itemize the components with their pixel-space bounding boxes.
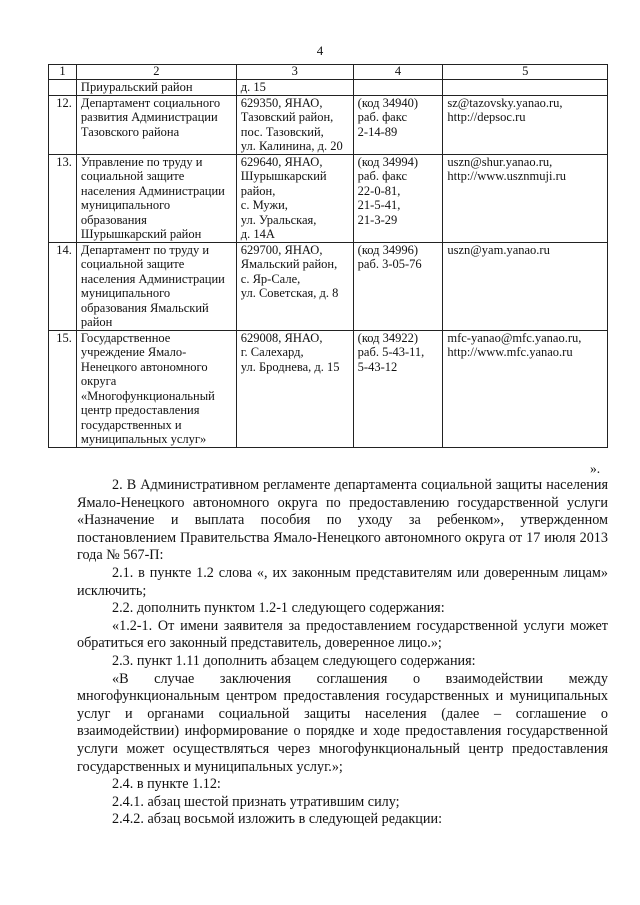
paragraph: «1.2-1. От имени заявителя за предоставлением государственной услуги может обратиться его законный представитель, доверенное лицо.»; — [77, 617, 608, 652]
institution-name-cell — [76, 80, 236, 96]
address-cell — [236, 242, 353, 330]
cell-text-line: Ямальский район, — [240, 257, 338, 271]
cell-text-line: http://www.mfc.yanao.ru — [447, 345, 573, 359]
cell-text-line: населения Администрации — [80, 271, 225, 286]
cell-text-line: 21-3-29 — [357, 212, 398, 227]
cell-text-line: Департамент по труду и — [80, 242, 210, 257]
contacts-cell — [443, 154, 608, 242]
institution-name-cell — [76, 95, 236, 154]
page-number: 4 — [316, 43, 324, 58]
cell-text-line: Государственное — [80, 330, 171, 345]
cell-text-line: центр предоставления — [80, 403, 200, 417]
address-cell — [236, 330, 353, 447]
cell-text-line: раб. факс — [357, 110, 408, 124]
cell-text-line: муниципального — [80, 286, 171, 300]
address-cell — [236, 95, 353, 154]
phone-cell — [353, 80, 443, 96]
paragraph: 2.4.1. абзац шестой признать утратившим силу; — [112, 793, 400, 810]
closing-quote: ». — [590, 461, 601, 476]
cell-text-line: (код 34994) — [357, 154, 419, 169]
cell-text-line: Шурышкарский район — [80, 227, 202, 241]
cell-text-line: Приуральский район — [80, 80, 193, 94]
table-row — [49, 330, 608, 447]
cell-text-line: раб. 3-05-76 — [357, 257, 422, 271]
cell-text-line: Ненецкого автономного — [80, 359, 208, 374]
cell-text-line: раб. факс — [357, 169, 408, 183]
column-header: 1 — [49, 65, 77, 80]
row-number-cell: 13. — [49, 154, 77, 242]
row-number-cell — [49, 80, 77, 96]
phone-cell — [353, 95, 443, 154]
cell-text-line: д. 14А — [240, 227, 275, 241]
cell-text-line: Шурышкарский — [240, 169, 327, 183]
cell-text-line: населения Администрации — [80, 183, 225, 198]
cell-text-line: Управление по труду и — [80, 154, 203, 169]
cell-text-line: с. Мужи, — [240, 198, 288, 212]
cell-text-line: 629350, ЯНАО, — [240, 95, 323, 110]
cell-text-line: раб. 5-43-11, — [357, 345, 425, 359]
table-row — [49, 80, 608, 96]
cell-text-line: учреждение Ямало- — [80, 345, 187, 359]
row-number-cell: 14. — [49, 242, 77, 330]
cell-text-line: ул. Уральская, — [240, 212, 317, 227]
table-body — [49, 80, 608, 448]
paragraph: «В случае заключения соглашения о взаимодействии между многофункциональным центром предоставления государственных и муниципальных услуг и органами социальной защиты населения (далее – соглашение о взаимодействии) информирование о порядке и ходе предоставления государственной услуги может осуществляться через многофункциональный центр предоставления государственных и муниципальных услуг.»; — [77, 670, 608, 775]
cell-text-line: http://www.usznmuji.ru — [447, 169, 567, 183]
cell-text-line: mfc-yanao@mfc.yanao.ru, — [447, 330, 582, 345]
column-header: 2 — [76, 65, 236, 80]
cell-text-line: 629700, ЯНАО, — [240, 242, 323, 257]
table-row — [49, 242, 608, 330]
document-body — [77, 477, 608, 829]
table-row — [49, 95, 608, 154]
cell-text-line: 2-14-89 — [357, 124, 398, 139]
row-number-cell: 12. — [49, 95, 77, 154]
table-header-row — [49, 65, 608, 80]
cell-text-line: sz@tazovsky.yanao.ru, — [447, 95, 563, 110]
paragraph: 2.4. в пункте 1.12: — [112, 776, 221, 793]
column-header: 3 — [236, 65, 353, 80]
contacts-cell — [443, 95, 608, 154]
cell-text-line: 21-5-41, — [357, 198, 401, 212]
address-cell — [236, 80, 353, 96]
cell-text-line: муниципального — [80, 198, 171, 212]
cell-text-line: пос. Тазовский, — [240, 124, 324, 139]
cell-text-line: Тазовского района — [80, 124, 180, 139]
phone-cell — [353, 154, 443, 242]
cell-text-line: район, — [240, 183, 276, 198]
cell-text-line: (код 34940) — [357, 95, 419, 110]
cell-text-line: Тазовский район, — [240, 110, 334, 124]
contacts-cell — [443, 330, 608, 447]
cell-text-line: муниципальных услуг» — [80, 432, 207, 446]
contacts-table — [48, 64, 608, 448]
cell-text-line: социальной защите — [80, 169, 185, 183]
address-cell — [236, 154, 353, 242]
cell-text-line: с. Яр-Сале, — [240, 271, 301, 286]
phone-cell — [353, 242, 443, 330]
phone-cell — [353, 330, 443, 447]
cell-text-line: д. 15 — [240, 80, 266, 94]
contacts-cell — [443, 242, 608, 330]
table-row — [49, 154, 608, 242]
cell-text-line: uszn@shur.yanao.ru, — [447, 154, 553, 169]
paragraph: 2.3. пункт 1.11 дополнить абзацем следующего содержания: — [112, 652, 476, 669]
paragraph: 2.4.2. абзац восьмой изложить в следующей редакции: — [112, 811, 443, 828]
institution-name-cell — [76, 242, 236, 330]
cell-text-line: ул. Советская, д. 8 — [240, 286, 339, 300]
cell-text-line: 629640, ЯНАО, — [240, 154, 323, 169]
cell-text-line: uszn@yam.yanao.ru — [447, 242, 550, 257]
cell-text-line: образования — [80, 212, 147, 227]
institution-name-cell — [76, 154, 236, 242]
paragraph: 2.1. в пункте 1.2 слова «, их законным представителям или доверенным лицам» исключить; — [77, 564, 608, 599]
paragraph: 2.2. дополнить пунктом 1.2-1 следующего содержания: — [112, 600, 445, 617]
cell-text-line: http://depsoc.ru — [447, 110, 526, 124]
cell-text-line: государственных и — [80, 417, 182, 432]
column-header: 5 — [443, 65, 608, 80]
cell-text-line: район — [80, 315, 113, 329]
institution-name-cell — [76, 330, 236, 447]
cell-text-line: образования Ямальский — [80, 300, 209, 315]
cell-text-line: (код 34996) — [357, 242, 419, 257]
cell-text-line: развития Администрации — [80, 110, 218, 124]
contacts-cell — [443, 80, 608, 96]
cell-text-line: 629008, ЯНАО, — [240, 330, 323, 345]
cell-text-line: 5-43-12 — [357, 359, 398, 374]
paragraph: 2. В Административном регламенте департамента социальной защиты населения Ямало-Ненецкого автономного округа по предоставлению государственной услуги «Назначение и выплата пособия по уходу за ребенком», утвержденном постановлением Правительства Ямало-Ненецкого автономного округа от 17 июля 2013 года № 567-П: — [77, 477, 608, 564]
cell-text-line: г. Салехард, — [240, 345, 304, 359]
cell-text-line: округа — [80, 374, 117, 388]
cell-text-line: ул. Броднева, д. 15 — [240, 359, 340, 374]
cell-text-line: ул. Калинина, д. 20 — [240, 139, 343, 153]
cell-text-line: (код 34922) — [357, 330, 419, 345]
cell-text-line: «Многофункциональный — [80, 388, 215, 403]
cell-text-line: социальной защите — [80, 257, 185, 271]
column-header: 4 — [353, 65, 443, 80]
cell-text-line: 22-0-81, — [357, 183, 401, 198]
cell-text-line: Департамент социального — [80, 95, 221, 110]
row-number-cell: 15. — [49, 330, 77, 447]
